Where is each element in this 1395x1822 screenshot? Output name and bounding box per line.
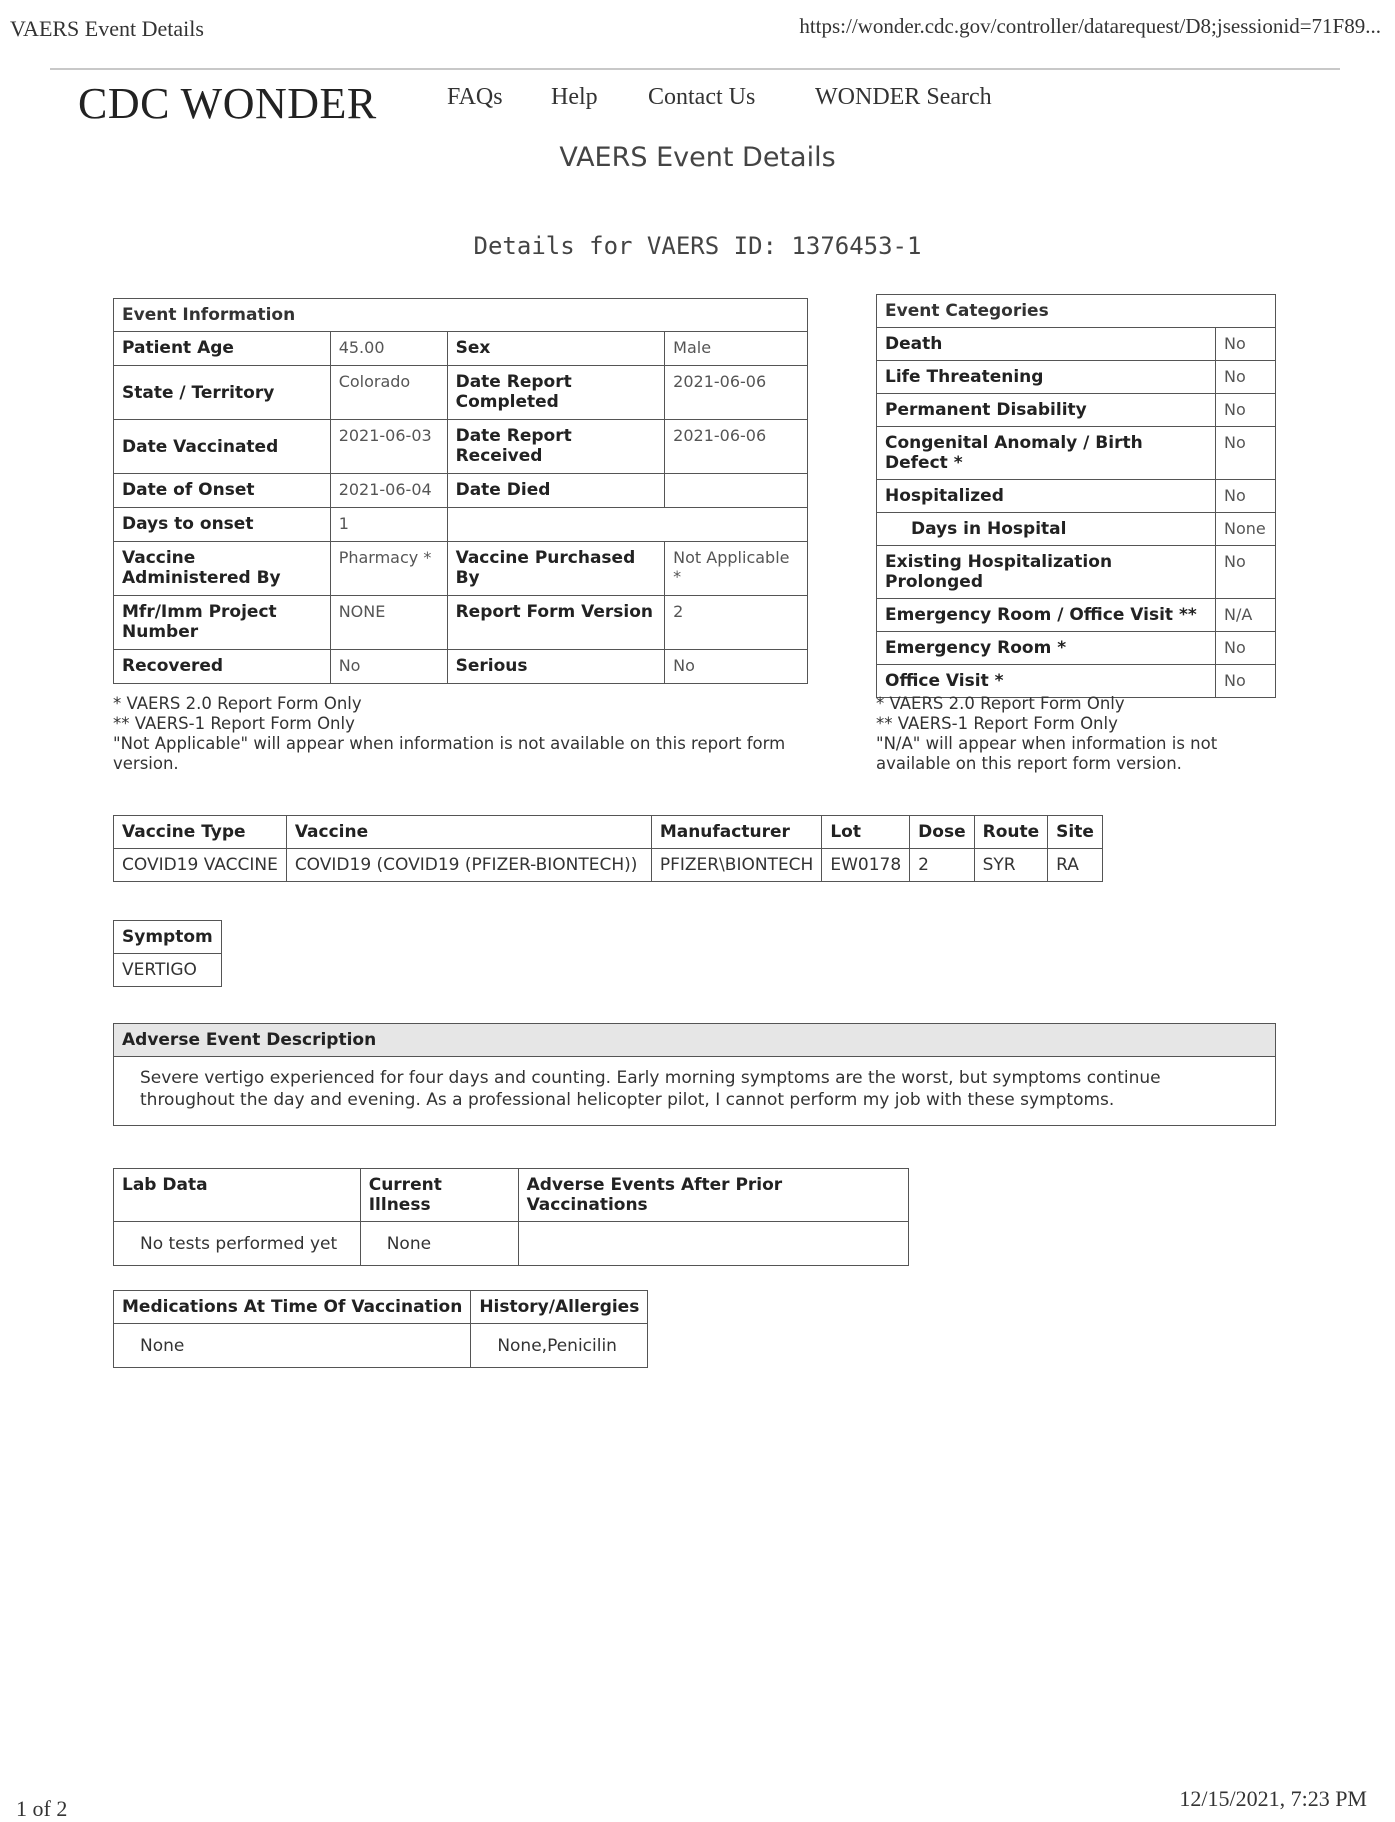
empty-cell xyxy=(447,508,807,542)
administered-by-value: Pharmacy * xyxy=(330,542,447,596)
serious-label: Serious xyxy=(447,650,665,684)
category-label: Permanent Disability xyxy=(877,394,1216,427)
days-onset-value: 1 xyxy=(330,508,447,542)
date-received-value: 2021-06-06 xyxy=(665,420,808,474)
category-label: Days in Hospital xyxy=(877,513,1216,546)
nav-faqs[interactable]: FAQs xyxy=(447,84,503,110)
category-label: Death xyxy=(877,328,1216,361)
category-value: No xyxy=(1216,632,1276,665)
adverse-event-header: Adverse Event Description xyxy=(114,1024,1276,1057)
vaccine-type-cell: COVID19 VACCINE xyxy=(114,849,287,882)
days-onset-label: Days to onset xyxy=(114,508,331,542)
category-value: No xyxy=(1216,480,1276,513)
symptom-cell: VERTIGO xyxy=(114,954,222,987)
manufacturer-cell: PFIZER\BIONTECH xyxy=(651,849,822,882)
history-allergies-cell: None,Penicilin xyxy=(471,1324,648,1368)
category-value: No xyxy=(1216,394,1276,427)
nav-wonder-search[interactable]: WONDER Search xyxy=(815,84,992,110)
note-line: ** VAERS-1 Report Form Only xyxy=(113,714,355,733)
page-number: 1 of 2 xyxy=(16,1796,68,1821)
category-value: No xyxy=(1216,427,1276,480)
event-categories-heading: Event Categories xyxy=(877,295,1276,328)
recovered-value: No xyxy=(330,650,447,684)
date-died-value xyxy=(665,474,808,508)
site-cell: RA xyxy=(1048,849,1103,882)
patient-age-value: 45.00 xyxy=(330,332,447,366)
nav-help[interactable]: Help xyxy=(551,84,598,110)
state-value: Colorado xyxy=(330,366,447,420)
lab-data-cell: No tests performed yet xyxy=(114,1222,361,1266)
symptom-table xyxy=(113,920,222,987)
category-value: No xyxy=(1216,328,1276,361)
lab-data-header: Lab Data xyxy=(114,1169,361,1222)
medications-cell: None xyxy=(114,1324,471,1368)
category-value: No xyxy=(1216,665,1276,698)
medications-header: Medications At Time Of Vaccination xyxy=(114,1291,471,1324)
form-version-label: Report Form Version xyxy=(447,596,665,650)
adverse-event-table xyxy=(113,1023,1276,1126)
serious-value: No xyxy=(665,650,808,684)
route-header: Route xyxy=(974,816,1048,849)
date-received-label: Date Report Received xyxy=(447,420,665,474)
state-label: State / Territory xyxy=(114,366,331,420)
category-label: Life Threatening xyxy=(877,361,1216,394)
lab-data-table xyxy=(113,1168,909,1266)
category-value: None xyxy=(1216,513,1276,546)
event-categories-notes xyxy=(876,694,1276,774)
date-vaccinated-value: 2021-06-03 xyxy=(330,420,447,474)
administered-by-label: Vaccine Administered By xyxy=(114,542,331,596)
lot-cell: EW0178 xyxy=(822,849,910,882)
prior-vaccinations-header: Adverse Events After Prior Vaccinations xyxy=(518,1169,908,1222)
current-illness-cell: None xyxy=(360,1222,518,1266)
date-died-label: Date Died xyxy=(447,474,665,508)
date-onset-value: 2021-06-04 xyxy=(330,474,447,508)
note-line: * VAERS 2.0 Report Form Only xyxy=(113,694,362,713)
form-version-value: 2 xyxy=(665,596,808,650)
event-categories-table xyxy=(876,294,1276,698)
route-cell: SYR xyxy=(974,849,1048,882)
vaccine-type-header: Vaccine Type xyxy=(114,816,287,849)
purchased-by-label: Vaccine Purchased By xyxy=(447,542,665,596)
vaccine-table xyxy=(113,815,1103,882)
print-header-url: https://wonder.cdc.gov/controller/datarequest/D8;jsessionid=71F89... xyxy=(799,14,1381,38)
date-vaccinated-label: Date Vaccinated xyxy=(114,420,331,474)
print-header-title: VAERS Event Details xyxy=(10,16,204,41)
medications-table xyxy=(113,1290,648,1368)
current-illness-header: Current Illness xyxy=(360,1169,518,1222)
note-line: "N/A" will appear when information is not available on this report form version. xyxy=(876,734,1218,773)
mfr-label: Mfr/Imm Project Number xyxy=(114,596,331,650)
date-completed-label: Date Report Completed xyxy=(447,366,665,420)
history-allergies-header: History/Allergies xyxy=(471,1291,648,1324)
header-divider xyxy=(50,68,1340,70)
details-heading: Details for VAERS ID: 1376453-1 xyxy=(473,232,922,260)
manufacturer-header: Manufacturer xyxy=(651,816,822,849)
mfr-value: NONE xyxy=(330,596,447,650)
site-header: Site xyxy=(1048,816,1103,849)
site-logo[interactable]: CDC WONDER xyxy=(78,79,377,128)
page-title: VAERS Event Details xyxy=(559,142,836,173)
patient-age-label: Patient Age xyxy=(114,332,331,366)
category-value: No xyxy=(1216,361,1276,394)
category-value: N/A xyxy=(1216,599,1276,632)
category-label: Emergency Room * xyxy=(877,632,1216,665)
category-label: Existing Hospitalization Prolonged xyxy=(877,546,1216,599)
lot-header: Lot xyxy=(822,816,910,849)
note-line: ** VAERS-1 Report Form Only xyxy=(876,714,1118,733)
symptom-header: Symptom xyxy=(114,921,222,954)
note-line: * VAERS 2.0 Report Form Only xyxy=(876,694,1125,713)
category-label: Congenital Anomaly / Birth Defect * xyxy=(877,427,1216,480)
note-line: "Not Applicable" will appear when information is not available on this report form version. xyxy=(113,734,786,773)
vaccine-cell: COVID19 (COVID19 (PFIZER-BIONTECH)) xyxy=(286,849,651,882)
sex-label: Sex xyxy=(447,332,665,366)
dose-header: Dose xyxy=(910,816,974,849)
sex-value: Male xyxy=(665,332,808,366)
recovered-label: Recovered xyxy=(114,650,331,684)
category-label: Office Visit * xyxy=(877,665,1216,698)
vaccine-header: Vaccine xyxy=(286,816,651,849)
print-timestamp: 12/15/2021, 7:23 PM xyxy=(1179,1786,1367,1811)
purchased-by-value: Not Applicable * xyxy=(665,542,808,596)
category-value: No xyxy=(1216,546,1276,599)
event-information-notes xyxy=(113,694,793,774)
prior-vaccinations-cell xyxy=(518,1222,908,1266)
event-information-table xyxy=(113,298,808,684)
category-label: Hospitalized xyxy=(877,480,1216,513)
nav-contact-us[interactable]: Contact Us xyxy=(648,84,756,110)
category-label: Emergency Room / Office Visit ** xyxy=(877,599,1216,632)
event-information-heading: Event Information xyxy=(114,299,808,332)
adverse-event-text: Severe vertigo experienced for four days and counting. Early morning symptoms are the worst, but symptoms continue throughout the day and evening. As a professional helicopter pilot, I cannot perform my job with these symptoms. xyxy=(114,1057,1276,1126)
date-onset-label: Date of Onset xyxy=(114,474,331,508)
date-completed-value: 2021-06-06 xyxy=(665,366,808,420)
dose-cell: 2 xyxy=(910,849,974,882)
